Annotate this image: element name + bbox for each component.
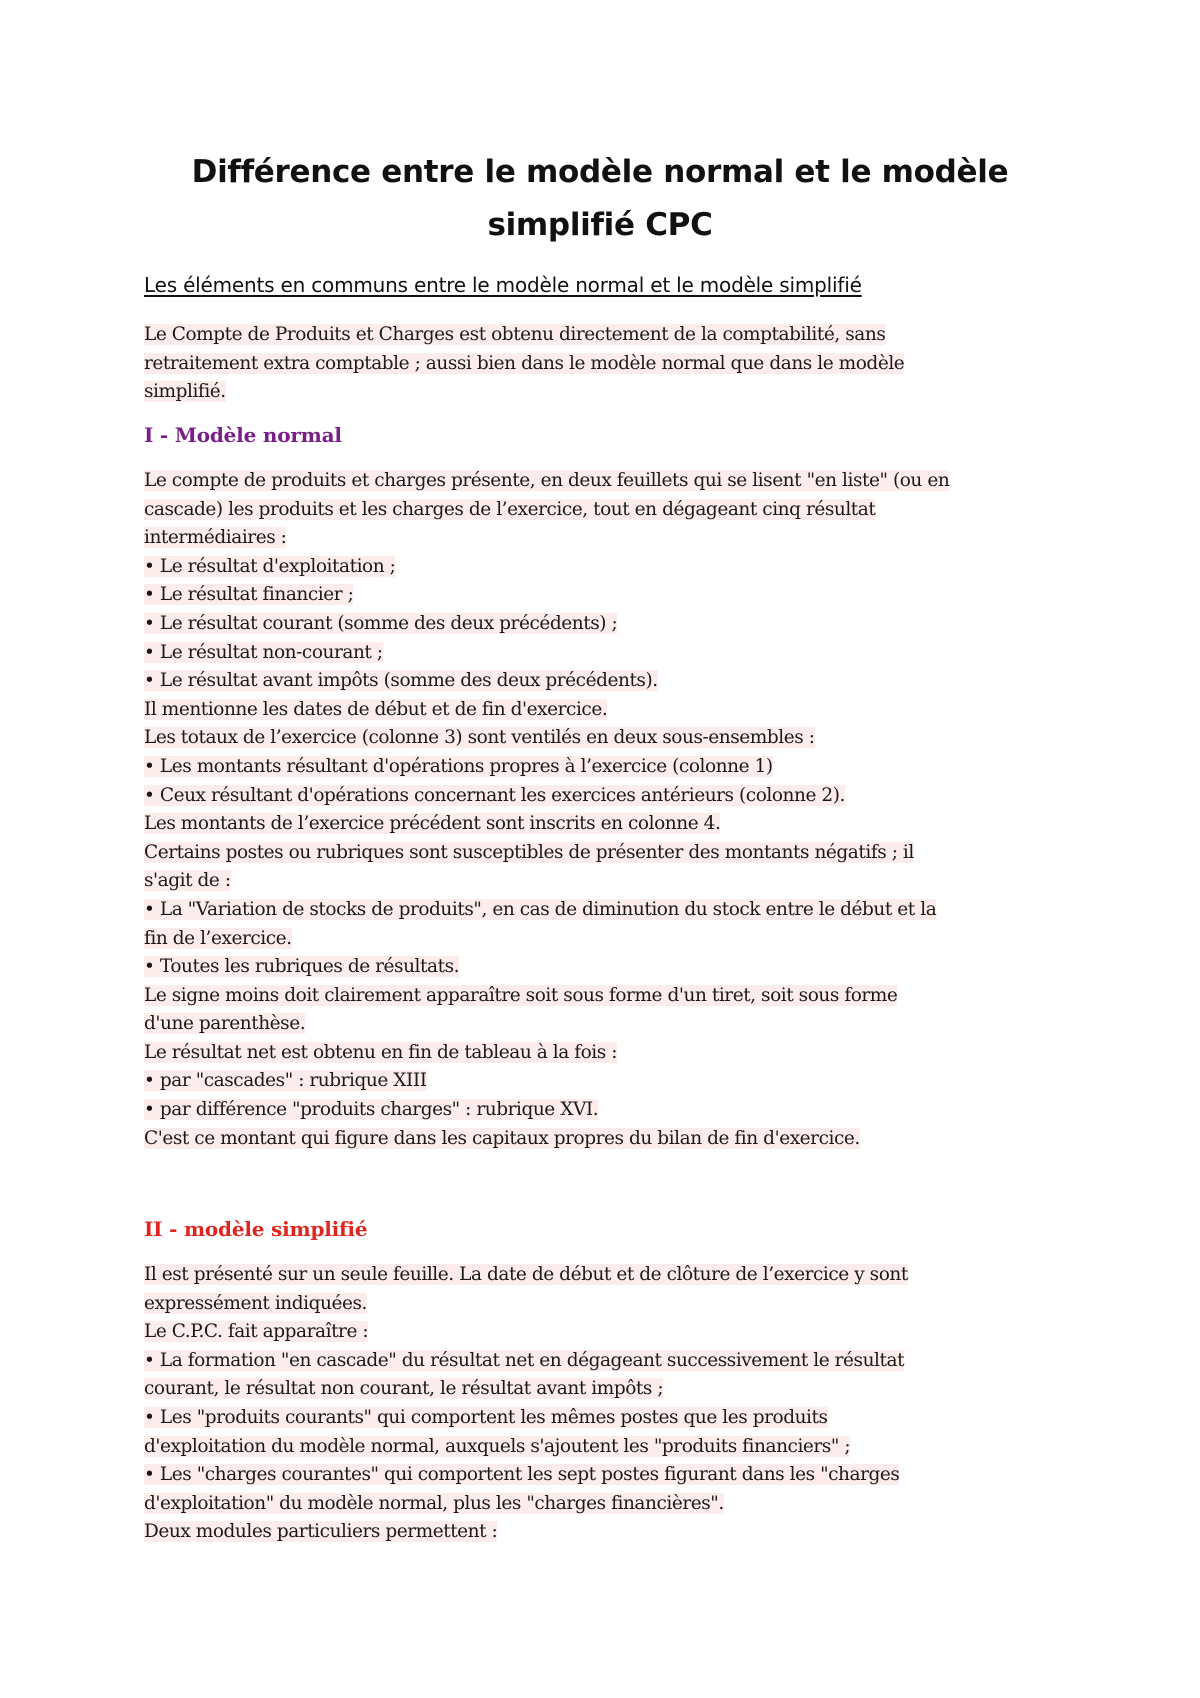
text-line: Certains postes ou rubriques sont susceptibles de présenter des montants négatifs ; il: [144, 841, 914, 863]
text-line: Les montants de l’exercice précédent sont inscrits en colonne 4.: [144, 813, 721, 835]
text-line: Il est présenté sur un seule feuille. La date de début et de clôture de l’exercice y sont: [144, 1264, 908, 1285]
list-item: • Toutes les rubriques de résultats.: [144, 956, 460, 978]
text-line: d'exploitation" du modèle normal, plus les "charges financières".: [144, 1492, 724, 1514]
text-line: Deux modules particuliers permettent :: [144, 1521, 498, 1543]
text-line: Le signe moins doit clairement apparaître soit sous forme d'un tiret, soit sous forme: [144, 984, 898, 1006]
text-line: cascade) les produits et les charges de l’exercice, tout en dégageant cinq résultat: [144, 498, 876, 520]
text-line: expressément indiquées.: [144, 1292, 367, 1314]
text-line: C'est ce montant qui figure dans les capitaux propres du bilan de fin d'exercice.: [144, 1127, 860, 1149]
text-line: Les totaux de l’exercice (colonne 3) sont ventilés en deux sous-ensembles :: [144, 727, 815, 749]
intro-paragraph: [144, 321, 1064, 407]
page-title: [150, 146, 1050, 252]
text-line: Le Compte de Produits et Charges est obtenu directement de la comptabilité, sans: [144, 324, 886, 345]
text-line: retraitement extra comptable ; aussi bien dans le modèle normal que dans le modèle: [144, 352, 905, 374]
list-item: • La "Variation de stocks de produits", en cas de diminution du stock entre le début et la: [144, 898, 937, 920]
list-item: • Ceux résultant d'opérations concernant les exercices antérieurs (colonne 2).: [144, 784, 845, 806]
list-item: • Les "charges courantes" qui comportent les sept postes figurant dans les "charges: [144, 1464, 900, 1486]
text-line: courant, le résultat non courant, le résultat avant impôts ;: [144, 1378, 664, 1400]
list-item: • La formation "en cascade" du résultat net en dégageant successivement le résultat: [144, 1349, 905, 1371]
text-line: s'agit de :: [144, 870, 231, 892]
section-heading-modele-simplifie: II - modèle simplifié: [144, 1217, 368, 1241]
text-line: d'une parenthèse.: [144, 1013, 306, 1035]
text-line: Le C.P.C. fait apparaître :: [144, 1321, 369, 1343]
section-modele-normal-body: [144, 467, 1064, 1153]
text-line: d'exploitation du modèle normal, auxquels s'ajoutent les "produits financiers" ;: [144, 1435, 851, 1457]
section-modele-simplifie-body: [144, 1261, 1064, 1547]
list-item: • Les "produits courants" qui comportent les mêmes postes que les produits: [144, 1406, 828, 1428]
text-line: fin de l’exercice.: [144, 927, 292, 949]
title-line: simplifié CPC: [487, 207, 713, 243]
list-item: • par différence "produits charges" : rubrique XVI.: [144, 1099, 599, 1121]
text-line: intermédiaires :: [144, 527, 287, 549]
section-subtitle: Les éléments en communs entre le modèle normal et le modèle simplifié: [144, 273, 862, 297]
list-item: • par "cascades" : rubrique XIII: [144, 1070, 427, 1092]
text-line: Il mentionne les dates de début et de fin d'exercice.: [144, 698, 608, 720]
list-item: • Le résultat avant impôts (somme des deux précédents).: [144, 670, 658, 692]
title-line: Différence entre le modèle normal et le modèle: [191, 154, 1009, 190]
list-item: • Le résultat courant (somme des deux précédents) ;: [144, 612, 618, 634]
section-heading-modele-normal: I - Modèle normal: [144, 423, 342, 447]
text-line: Le compte de produits et charges présente, en deux feuillets qui se lisent "en liste" (ou en: [144, 470, 950, 491]
text-line: simplifié.: [144, 381, 226, 403]
list-item: • Le résultat d'exploitation ;: [144, 555, 396, 577]
list-item: • Le résultat non-courant ;: [144, 641, 383, 663]
list-item: • Les montants résultant d'opérations propres à l’exercice (colonne 1): [144, 755, 773, 777]
list-item: • Le résultat financier ;: [144, 584, 354, 606]
text-line: Le résultat net est obtenu en fin de tableau à la fois :: [144, 1041, 618, 1063]
